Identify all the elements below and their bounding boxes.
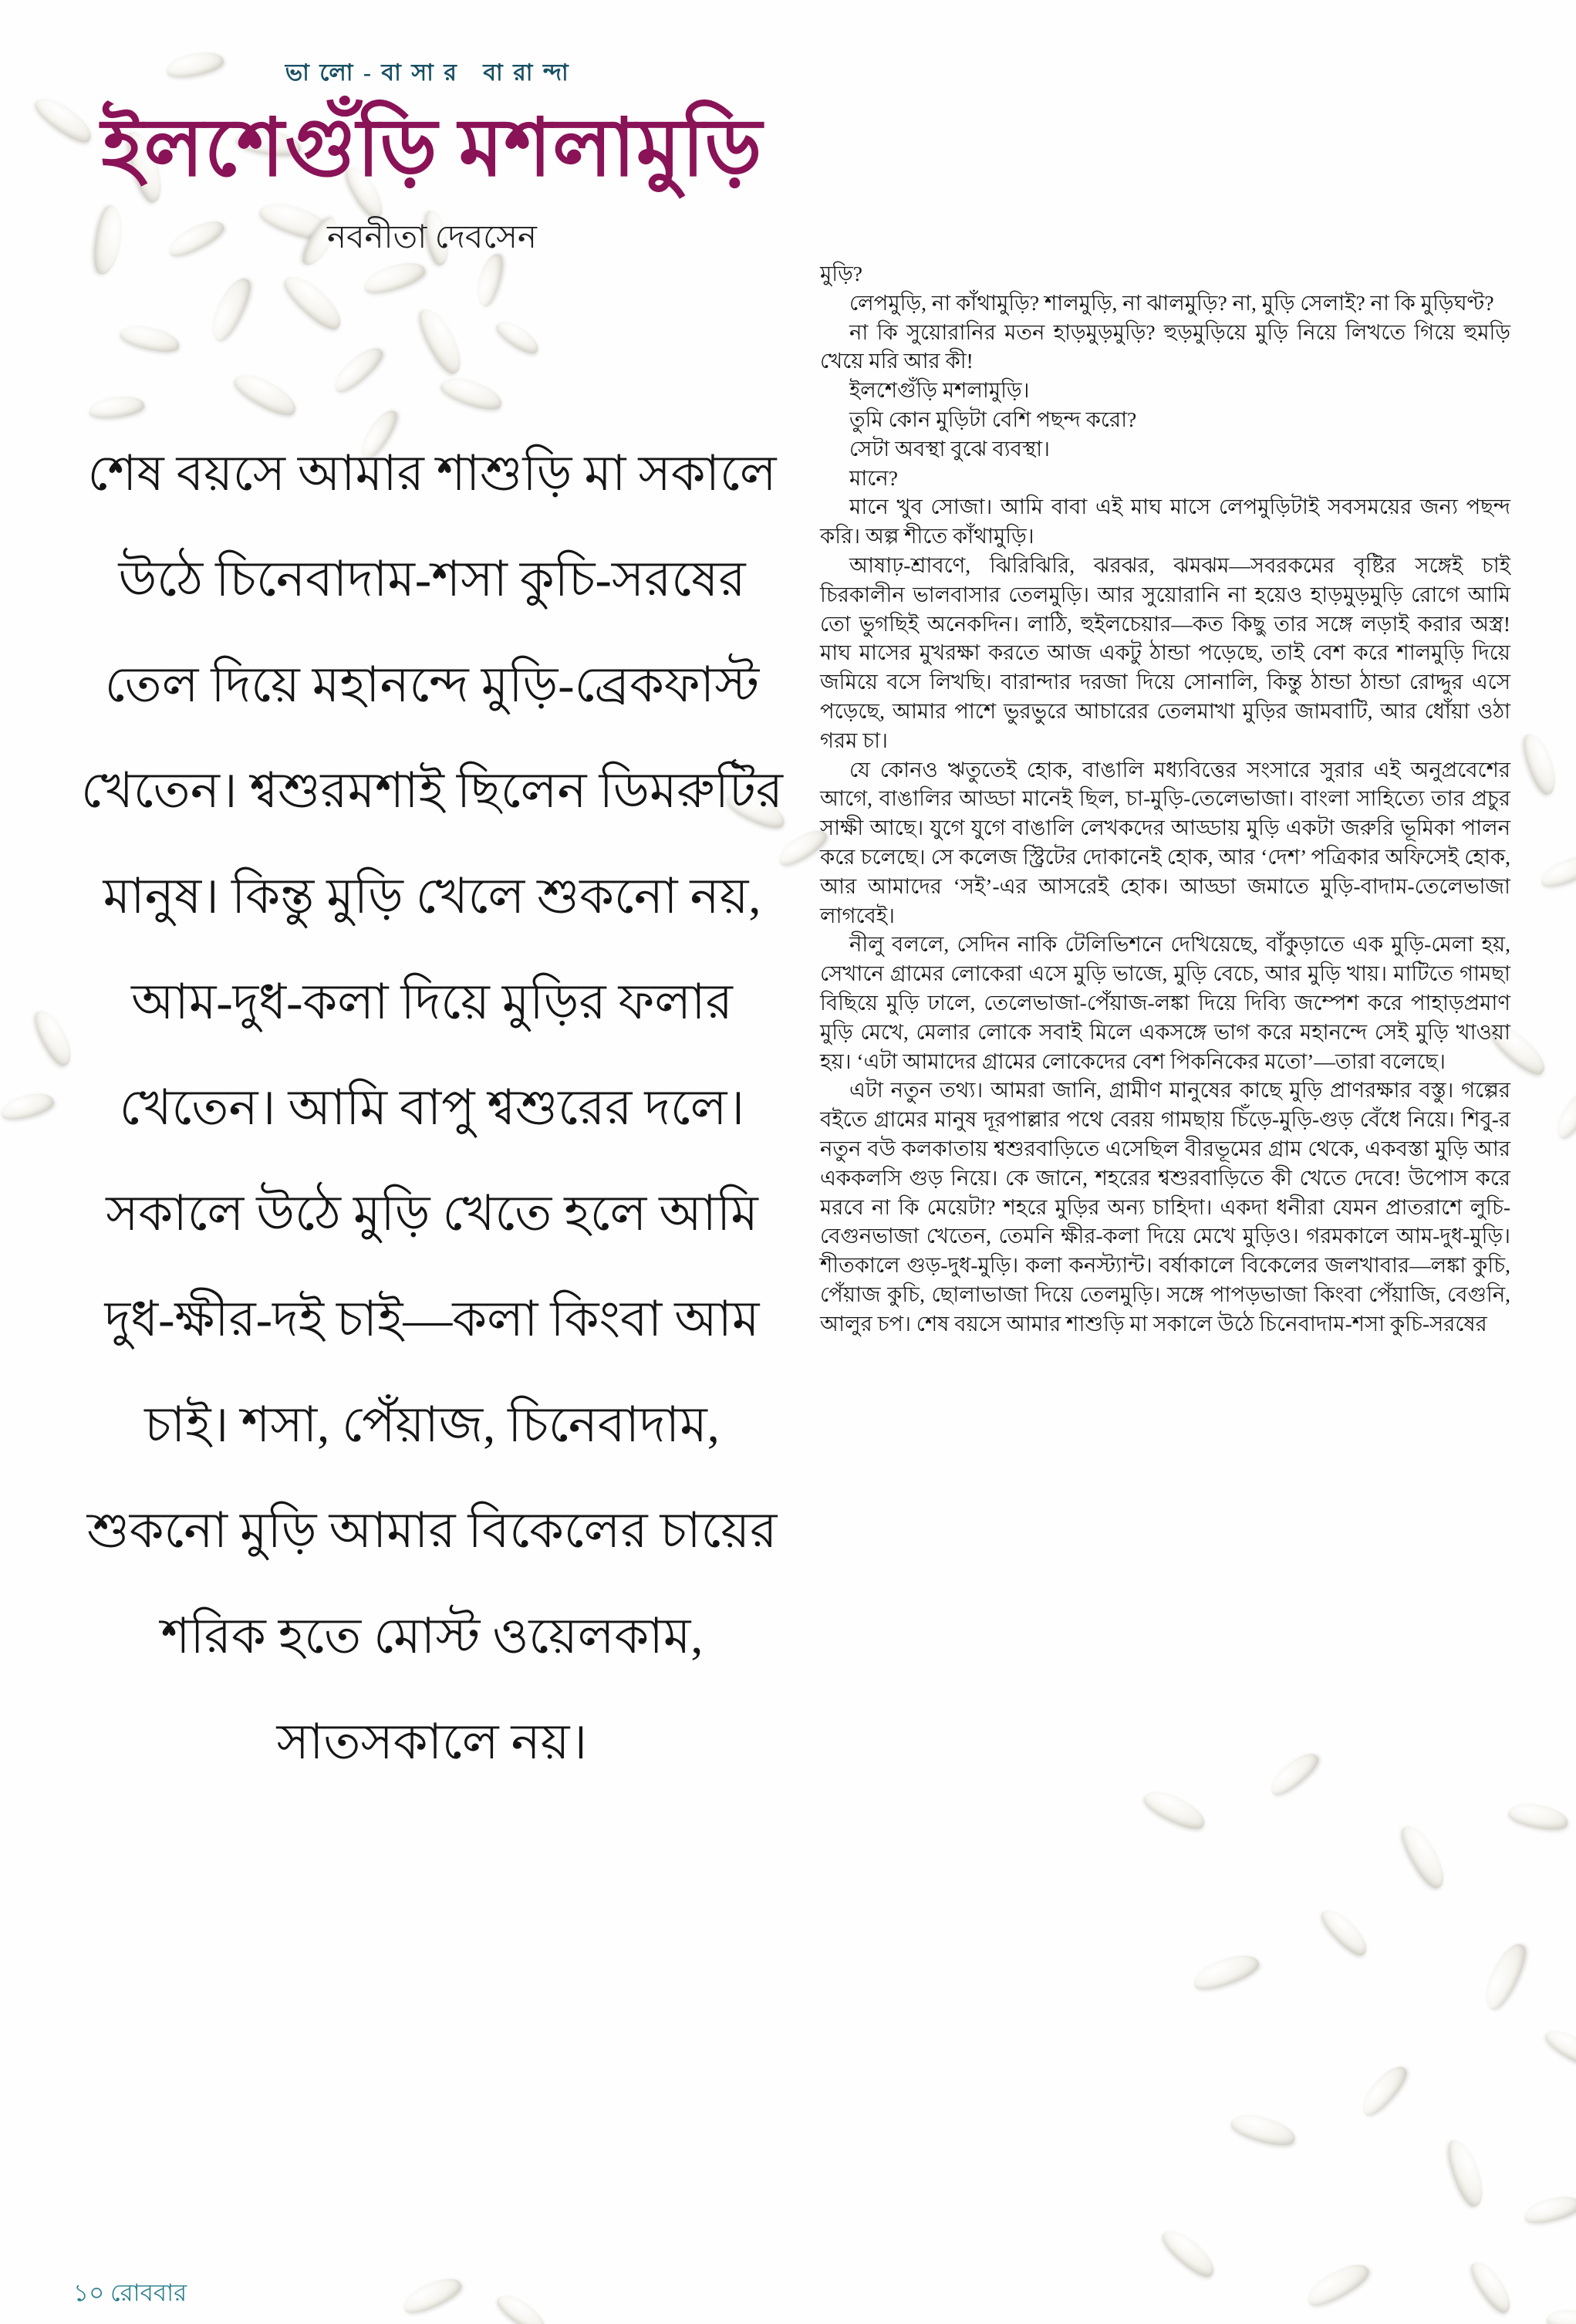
- article-paragraph: যে কোনও ঋতুতেই হোক, বাঙালি মধ্যবিত্তের সংসারে সুরার এই অনুপ্রবেশের আগে, বাঙালির আড্ডা মানেই ছিল, চা-মুড়ি-তেলেভাজা। বাংলা সাহিত্যে তার প্রচুর সাক্ষী আছে। যুগে যুগে বাঙালি লেখকদের আড্ডায় মুড়ি একটা জরুরি ভূমিকা পালন করে চলেছে। সে কলেজ স্ট্রিটের দোকানেই হোক, আর ‘দেশ’ পত্রিকার অফিসেই হোক, আর আমাদের ‘সই’-এর আসরেই হোক। আড্ডা জমাতে মুড়ি-বাদাম-তেলেভাজা লাগবেই।: [820, 757, 1510, 927]
- rice-grain-image: [329, 341, 388, 397]
- article-paragraph: আষাঢ়-শ্রাবণে, ঝিরিঝিরি, ঝরঝর, ঝমঝম—সবরকমের বৃষ্টির সঙ্গেই চাই চিরকালীন ভালবাসার তেলমুড়ি। আর সুয়োরানি না হয়েও হাড়মুড়মুড়ি রোগে আমি তো ভুগছিই অনেকদিন। লাঠি, হুইলচেয়ার—কত কিছু তার সঙ্গে লড়াই করার অস্ত্র! মাঘ মাসের মুখরক্ষা করতে আজ একটু ঠান্ডা পড়েছে, তাই বেশ করে শালমুড়ি দিয়ে জমিয়ে বসে লিখছি। বারান্দার দরজা দিয়ে সোনালি, কিন্তু ঠান্ডা ঠান্ডা রোদ্দুর এসে পড়েছে, আমার পাশে ভুরভুরে আচারের তেলমাখা মুড়ির জামবাটি, আর ধোঁয়া ওঠা গরম চা।: [820, 552, 1510, 752]
- article-paragraph: মানে খুব সোজা। আমি বাবা এই মাঘ মাসে লেপমুড়িটাই সবসময়ের জন্য পছন্দ করি। অল্প শীতে কাঁথামুড়ি।: [820, 495, 1510, 549]
- rice-grain-image: [413, 303, 468, 378]
- rice-grain-image: [1316, 1903, 1373, 1961]
- rice-grain-image: [1139, 1785, 1209, 1834]
- rice-grain-image: [1395, 1820, 1452, 1893]
- article-paragraph: ইলশেগুঁড়ি মশলামুড়ি।: [849, 378, 1030, 403]
- rice-grain-image: [118, 322, 181, 356]
- rice-grain-image: [1507, 1800, 1570, 1833]
- rice-grain-image: [1541, 2025, 1576, 2070]
- rice-grain-image: [88, 394, 146, 421]
- rice-grain-image: [437, 373, 505, 414]
- rice-grain-image: [1265, 1747, 1323, 1801]
- rice-grain-image: [399, 2272, 464, 2319]
- article-paragraph: এটা নতুন তথ্য। আমরা জানি, গ্রামীণ মানুষের কাছে মুড়ি প্রাণরক্ষার বস্তু। গল্পের বইতে গ্রামের মানুষ দূরপাল্লার পথে বেরয় গামছায় চিঁড়ে-মুড়ি-গুড় বেঁধে নিয়ে। শিবু-র নতুন বউ কলকাতায় শ্বশুরবাড়িতে এসেছিল বীরভূমের গ্রাম থেকে, একবস্তা মুড়ি আর এককলসি গুড় নিয়ে। কে জানে, শহরের শ্বশুরবাড়িতে কী খেতে দেবে! উপোস করে মরবে না কি মেয়েটা? শহরে মুড়ির অন্য চাহিদা। একদা ধনীরা যেমন প্রাতরাশে লুচি-বেগুনভাজা খেতেন, তেমনি ক্ষীর-কলা দিয়ে মেখে মুড়িও। গরমকালে আম-দুধ-মুড়ি। শীতকালে গুড়-দুধ-মুড়ি। কলা কনস্ট্যান্ট। বর্ষাকালে বিকেলের জলখাবার—লঙ্কা কুচি, পেঁয়াজ কুচি, ছোলাভাজা দিয়ে তেলমুড়ি। সঙ্গে পাপড়ভাজা কিংবা পেঁয়াজি, বেগুনি, আলুর চপ। শেষ বয়সে আমার শাশুড়ি মা সকালে উঠে চিনেবাদাম-শসা কুচি-সরষের: [820, 1078, 1510, 1336]
- rice-grain-image: [1479, 1939, 1532, 2014]
- article-title: ইলশেগুঁড়ি মশলামুড়ি: [101, 104, 763, 193]
- article-paragraph: সেটা অবস্থা বুঝে ব্যবস্থা।: [849, 436, 1050, 461]
- rice-grain-image: [1522, 2192, 1576, 2228]
- rice-grain-image: [205, 273, 256, 345]
- section-kicker: ভালো-বাসার বারান্দা: [285, 60, 579, 86]
- rice-grain-image: [1466, 2257, 1517, 2317]
- rice-grain-image: [1551, 1085, 1576, 1143]
- author-byline: নবনীতা দেবসেন: [327, 219, 537, 255]
- rice-grain-image: [29, 1006, 77, 1070]
- rice-grain-image: [492, 316, 542, 358]
- rice-grain-image: [1190, 1949, 1262, 1995]
- article-paragraph: মানে?: [849, 465, 898, 490]
- article-paragraph: মুড়ি?: [820, 262, 862, 285]
- rice-grain-image: [1518, 730, 1561, 797]
- rice-grain-image: [1537, 850, 1576, 892]
- article-paragraph: না কি সুয়োরানির মতন হাড়মুড়মুড়ি? হুড়মুড়িয়ে মুড়ি নিয়ে লিখতে গিয়ে হুমড়ি খেয়ে মরি আর কী!: [820, 319, 1510, 373]
- rice-grain-image: [230, 367, 302, 421]
- rice-grain-image: [1302, 2257, 1373, 2312]
- rice-grain-image: [1228, 2110, 1298, 2150]
- rice-grain-image: [1157, 2224, 1220, 2282]
- article-header: [73, 54, 791, 266]
- lead-pull-text: শেষ বয়সে আমার শাশুড়ি মা সকালে উঠে চিনেবাদাম-শসা কুচি-সরষের তেল দিয়ে মহানন্দে মুড়ি-ব্রেকফাস্ট খেতেন। শ্বশুরমশাই ছিলেন ডিমরুটির মানুষ। কিন্তু মুড়ি খেলে শুকনো নয়, আম-দুধ-কলা দিয়ে মুড়ির ফলার খেতেন। আমি বাপু শ্বশুরের দলে। সকালে উঠে মুড়ি খেতে হলে আমি দুধ-ক্ষীর-দই চাই—কলা কিংবা আম চাই। শসা, পেঁয়াজ, চিনেবাদাম, শুকনো মুড়ি আমার বিকেলের চায়ের শরিক হতে মোস্ট ওয়েলকাম, সাতসকালে নয়।: [80, 446, 784, 1769]
- article-column: [820, 259, 1510, 1338]
- rice-grain-image: [278, 269, 348, 335]
- article-paragraph: লেপমুড়ি, না কাঁথামুড়ি? শালমুড়ি, না ঝালমুড়ি? না, মুড়ি সেলাই? না কি মুড়িঘণ্ট?: [849, 290, 1494, 315]
- article-paragraph: নীলু বললে, সেদিন নাকি টেলিভিশনে দেখিয়েছে, বাঁকুড়াতে এক মুড়ি-মেলা হয়, সেখানে গ্রামের লোকেরা এসে মুড়ি ভাজে, মুড়ি বেচে, আর মুড়ি খায়। মাটিতে গামছা বিছিয়ে মুড়ি ঢালে, তেলেভাজা-পেঁয়াজ-লঙ্কা দিয়ে দিব্যি জম্পেশ করে পাহাড়প্রমাণ মুড়ি মেখে, মেলার লোকে সবাই মিলে একসঙ্গে ভাগ করে মহানন্দে সেই মুড়ি খাওয়া হয়। ‘এটা আমাদের গ্রামের লোকেদের বেশ পিকনিকের মতো’—তারা বলেছে।: [820, 932, 1510, 1073]
- article-paragraph: তুমি কোন মুড়িটা বেশি পছন্দ করো?: [849, 407, 1137, 431]
- rice-grain-image: [493, 2289, 550, 2324]
- rice-grain-image: [1443, 2136, 1490, 2210]
- rice-grain-image: [1356, 2060, 1412, 2120]
- rice-grain-image: [0, 1089, 56, 1123]
- page-number: ১০ রোববার: [73, 2279, 187, 2306]
- rice-grain-image: [1546, 2309, 1576, 2324]
